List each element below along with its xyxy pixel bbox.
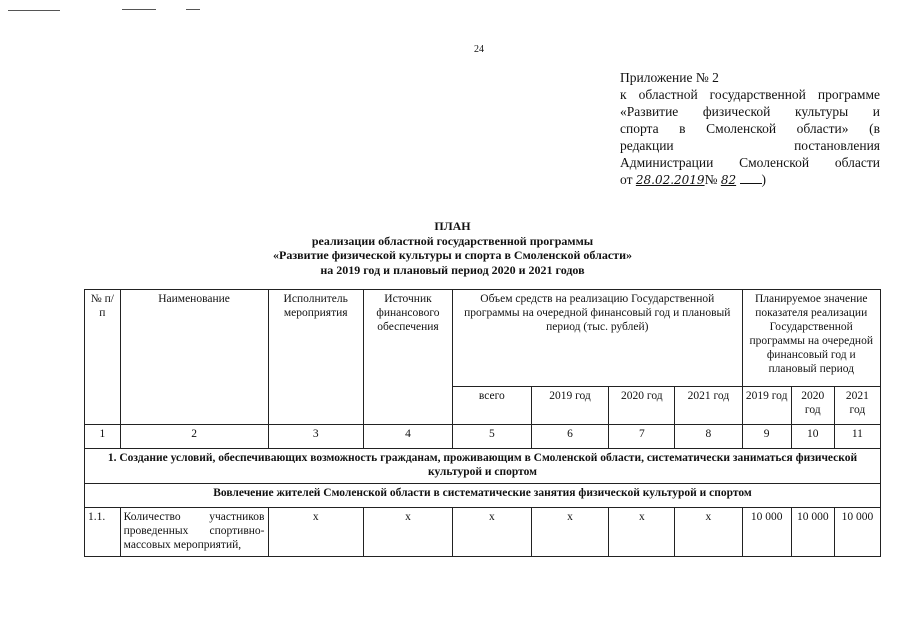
column-number: 8 — [675, 425, 742, 449]
row-num: 1.1. — [85, 508, 121, 557]
header-source: Источник финансового обеспечения — [363, 290, 452, 425]
appendix-note — [620, 69, 880, 189]
row-name: Количество участников проведенных спортивно-массовых мероприятий, — [120, 508, 268, 557]
header-executor: Исполнитель мероприятия — [268, 290, 363, 425]
column-number: 3 — [268, 425, 363, 449]
column-number: 2 — [120, 425, 268, 449]
plan-title — [0, 219, 905, 277]
column-number: 9 — [742, 425, 791, 449]
closing-paren: ) — [761, 172, 766, 187]
handwritten-date: 28.02.2019 — [635, 173, 705, 187]
section-heading: 1. Создание условий, обеспечивающих возможность гражданам, проживающим в Смоленской области, систематически заниматься физической культурой и спортом — [85, 449, 881, 484]
appendix-line: Администрации Смоленской области — [620, 155, 880, 170]
subheader-2020: 2020 год — [609, 387, 675, 425]
column-number: 6 — [531, 425, 609, 449]
row-source: х — [363, 508, 452, 557]
row-planned-2020: 10 000 — [791, 508, 834, 557]
date-prefix: от — [620, 172, 633, 187]
appendix-date-line — [620, 171, 880, 189]
appendix-line: «Развитие физической культуры и — [620, 104, 880, 119]
plan-table — [84, 289, 881, 557]
number-sign: № — [704, 172, 718, 187]
column-number: 11 — [834, 425, 880, 449]
appendix-line: к областной государственной программе — [620, 87, 880, 102]
column-number: 1 — [85, 425, 121, 449]
header-num: № п/п — [85, 290, 121, 425]
column-number: 7 — [609, 425, 675, 449]
header-name: Наименование — [120, 290, 268, 425]
subheader-planned-2019: 2019 год — [742, 387, 791, 425]
appendix-line: редакции постановления — [620, 138, 880, 153]
subheader-2019: 2019 год — [531, 387, 609, 425]
row-total: х — [453, 508, 532, 557]
subheader-total: всего — [453, 387, 532, 425]
column-number: 5 — [453, 425, 532, 449]
subheader-2021: 2021 год — [675, 387, 742, 425]
row-2019: х — [531, 508, 609, 557]
column-number: 10 — [791, 425, 834, 449]
plan-title-line: реализации областной государственной программы — [311, 233, 594, 248]
column-number: 4 — [363, 425, 452, 449]
appendix-line: Приложение № 2 — [620, 70, 719, 85]
row-2020: х — [609, 508, 675, 557]
page-number: 24 — [474, 44, 484, 55]
subheader-planned-2020: 2020 год — [791, 387, 834, 425]
appendix-line: спорта в Смоленской области» (в — [620, 121, 880, 136]
plan-title-line: «Развитие физической культуры и спорта в Смоленской области» — [273, 248, 632, 262]
handwritten-number: 82 — [720, 173, 737, 187]
subheader-planned-2021: 2021 год — [834, 387, 880, 425]
row-planned-2021: 10 000 — [834, 508, 880, 557]
subsection-heading: Вовлечение жителей Смоленской области в систематические занятия физической культурой и спортом — [85, 484, 881, 508]
row-planned-2019: 10 000 — [742, 508, 791, 557]
row-executor: х — [268, 508, 363, 557]
plan-title-line: на 2019 год и плановый период 2020 и 2021 годов — [320, 262, 585, 277]
row-2021: х — [675, 508, 742, 557]
header-planned: Планируемое значение показателя реализации Государственной программы на очередной финансовый год и плановый период — [742, 290, 881, 387]
plan-title-line: ПЛАН — [434, 219, 471, 233]
table-row — [85, 508, 881, 557]
header-volume: Объем средств на реализацию Государственной программы на очередной финансовый год и плановый период (тыс. рублей) — [453, 290, 742, 387]
